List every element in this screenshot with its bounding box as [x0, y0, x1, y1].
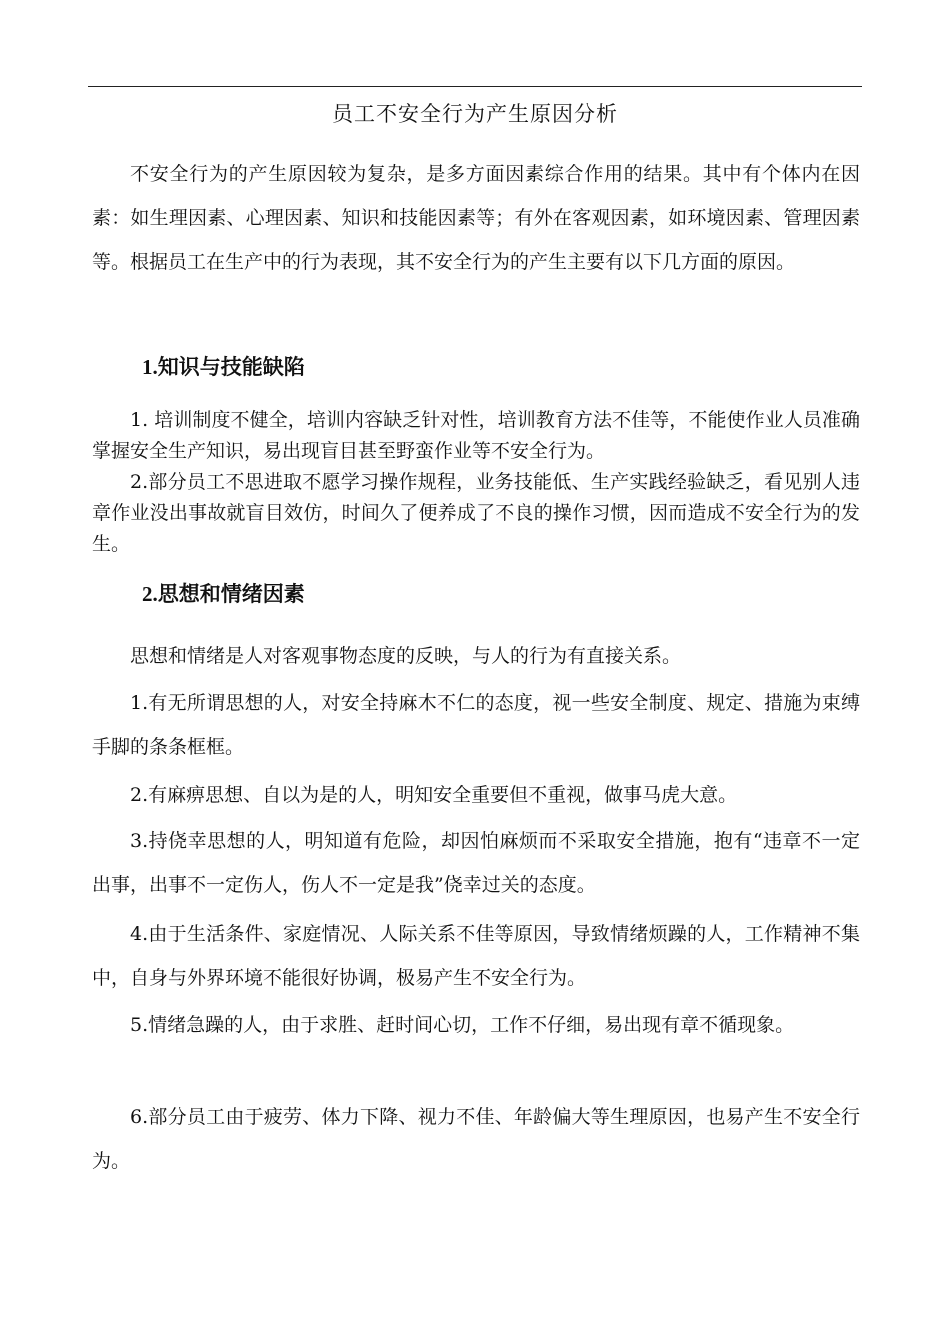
section-2-item-2: 2.有麻痹思想、自以为是的人，明知安全重要但不重视，做事马虎大意。 — [130, 784, 738, 806]
header-rule — [88, 86, 862, 87]
section-1-heading — [142, 352, 305, 382]
section-2-item-6: 6.部分员工由于疲劳、体力下降、视力不佳、年龄偏大等生理原因，也易产生不安全行为。 — [92, 1106, 860, 1172]
section-2-title: 思想和情绪因素 — [157, 581, 305, 606]
section-2-item-4: 4.由于生活条件、家庭情况、人际关系不佳等原因，导致情绪烦躁的人，工作精神不集中，自身与外界环境不能很好协调，极易产生不安全行为。 — [92, 923, 860, 989]
section-2-item-5: 5.情绪急躁的人，由于求胜、赶时间心切，工作不仔细，易出现有章不循现象。 — [130, 1014, 795, 1036]
section-1-number: 1. — [142, 355, 158, 379]
section-1-item-2: 2.部分员工不思进取不愿学习操作规程，业务技能低、生产实践经验缺乏，看见别人违章作业没出事故就盲目效仿，时间久了便养成了不良的操作习惯，因而造成不安全行为的发生。 — [92, 471, 860, 555]
section-1-item-1: 1. 培训制度不健全，培训内容缺乏针对性，培训教育方法不佳等，不能使作业人员准确掌握安全生产知识，易出现盲目甚至野蛮作业等不安全行为。 — [92, 409, 860, 462]
section-1-title: 知识与技能缺陷 — [157, 354, 305, 379]
section-2-heading — [142, 579, 305, 609]
intro-paragraph: 不安全行为的产生原因较为复杂，是多方面因素综合作用的结果。其中有个体内在因素：如生理因素、心理因素、知识和技能因素等；有外在客观因素，如环境因素、管理因素等。根据员工在生产中的行为表现，其不安全行为的产生主要有以下几方面的原因。 — [92, 163, 860, 273]
section-2-intro: 思想和情绪是人对客观事物态度的反映，与人的行为有直接关系。 — [130, 645, 682, 667]
section-2-item-3: 3.持侥幸思想的人，明知道有危险，却因怕麻烦而不采取安全措施，抱有“违章不一定出事，出事不一定伤人，伤人不一定是我”侥幸过关的态度。 — [92, 830, 860, 896]
document-title: 员工不安全行为产生原因分析 — [332, 102, 618, 126]
section-2-item-1: 1.有无所谓思想的人，对安全持麻木不仁的态度，视一些安全制度、规定、措施为束缚手脚的条条框框。 — [92, 692, 860, 758]
section-2-number: 2. — [142, 582, 158, 606]
